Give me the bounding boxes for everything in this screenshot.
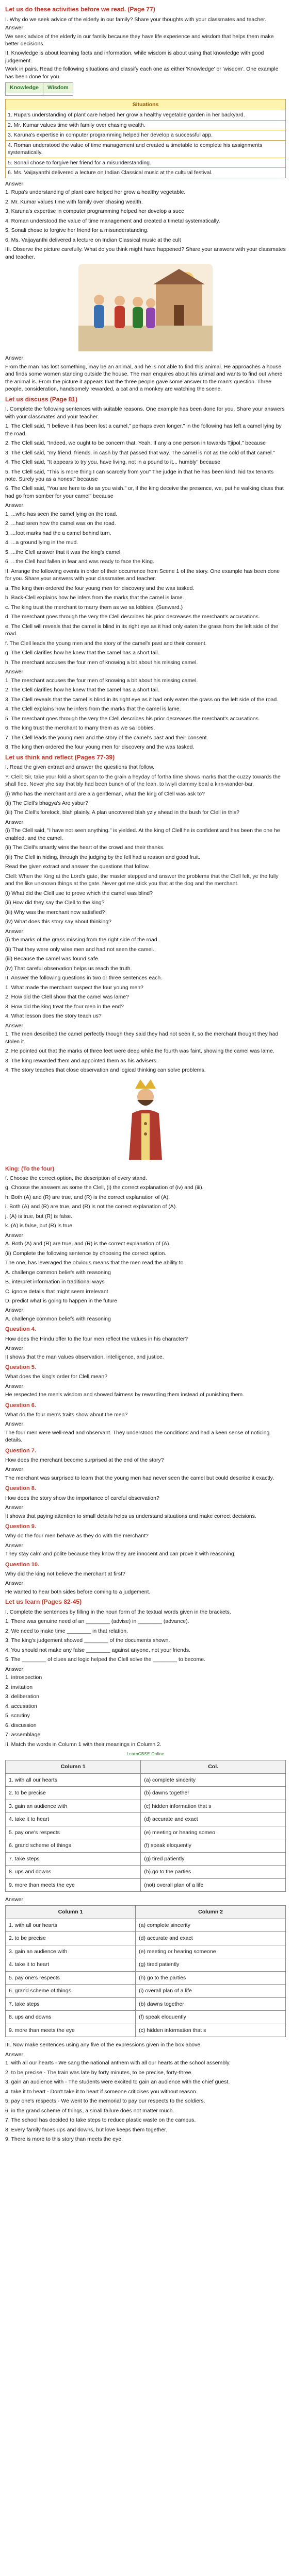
instruction: I. Complete the following sentences with suitable reasons. One example has been done for you. Share your answers with your classmates and your teacher. [5,406,285,420]
option-line: The one, has leveraged the obvious means that the men read the ability to [5,1260,184,1266]
answer-1: We seek advice of the elderly in our family because they have life experience and wisdom that helps them make better decisions. [5,33,274,47]
column-header: Column 1 [6,1760,141,1773]
match-cell: (a) complete sincerity [141,1773,286,1786]
event-line: f. The Clell leads the young men and the story of the camel's past and their consent. [5,640,207,647]
let-us-think [5,753,286,973]
answer-line: 8. Every family faces ups and downs, but love keeps them together. [5,2126,168,2133]
answer-line: (iii) Because the camel was found safe. [5,956,100,962]
answer-line: 4. Roman understood the value of time management and created a timetal systematically. [5,217,220,224]
match-cell: 4. take it to heart [6,1958,136,1971]
answer-label: Answer: [5,1022,25,1029]
question-line: (i) What did the Clell use to prove which the camel was blind? [5,890,153,896]
watermark: LearnCBSE.Online [126,1752,165,1757]
match-table-answer [5,1905,286,2037]
situation-item: 5. Sonali chose to forgive her friend for a misunderstanding. [6,158,286,167]
answer-line: 1. with all our hearts - We sang the national anthem with all our hearts at the school assembly. [5,2060,231,2066]
event-line: a. The king then ordered the four young men for discovery and the was tasked. [5,585,195,591]
question-label: Question 8. [5,1485,36,1492]
answer-line: 6. The king trust the merchant to marry them as we sa lobbies. [5,725,155,732]
option-line: D. predict what is going to happen in the future [5,1298,118,1304]
answer-line: 4. ...a ground lying in the mud. [5,539,78,546]
question-line: 2. How did the Clell show that the camel was lame? [5,994,129,1001]
answer-label: Answer: [5,1666,25,1672]
knowledge-wisdom-table [5,82,73,95]
answer-label: Answer: [5,1542,25,1549]
answer-label: Answer: [5,1580,25,1587]
answer-line: 2. The Clell clarifies how he knew that the camel has a short tail. [5,687,159,693]
answer-line: 7. The Clell leads the young men and the story of the camel's past and their consent. [5,734,208,741]
match-cell: (h) go to the parties [136,1971,286,1984]
match-cell: 7. take steps [6,1852,141,1865]
dialog-line: f. Choose the correct option, the description of every stand. [5,1175,147,1181]
arrange-events [5,568,286,751]
answer-line: 2. invitation [5,1684,33,1690]
match-cell: 6. grand scheme of things [6,1839,141,1852]
section-heading: Let us discuss (Page 81) [5,395,78,403]
situation-item: 4. Roman understood the value of time management and created a timetable to complete his assignments systematically. [6,140,286,158]
answer-text: From the man has lost something, may be an animal, and he is not able to find this animal. He approaches a house and finds some women standing outside the house. The man enquires about his animal and wants to find out where the animal is. From the picture it appears that the three people gave some answer to the man's question. Three people, consideration, handsomely rewarded, a cat and a monkey are watching the scene. [5,363,283,393]
event-line: e. The Clell will reveals that the camel is blind in its right eye as it had only eaten the grass from the left side of the road. [5,623,279,637]
answer-text: He respected the men's wisdom and showed fairness by rewarding them instead of punishing them. [5,1392,245,1398]
king-illustration [5,1077,286,1162]
answer-line: 1. Rupa's understanding of plant care helped her grow a healthy vegetable. [5,189,186,196]
answer-line: 1. ...who has seen the camel lying on the road. [5,511,118,517]
answer-line: (ii) The Clell's smartly wins the heart of the crowd and their thanks. [5,844,165,851]
match-cell: (a) complete sincerity [136,1919,286,1931]
match-cell: 8. ups and downs [6,1866,141,1878]
question-label: Question 5. [5,1364,36,1371]
column-header: Column 1 [6,1906,136,1919]
question-block-5 [5,1364,286,1399]
section-heading: Let us do these activities before we read. (Page 77) [5,6,155,13]
match-cell: 3. gain an audience with [6,1945,136,1958]
discuss-line: 3. The Clell said, "my friend, friends, in cash by that passed that way. The camel is not as the cold of that camel." [5,449,275,456]
match-cell: (f) speak eloquently [136,2011,286,2024]
answer-line: 1. introspection [5,1674,42,1681]
discuss-line: 6. The Clell said, "You are here to do as you wish." or, if the king deceive the presence, we, put he walking class that had go from somber for your camel" because [5,485,284,499]
situations-header: Situations [6,99,286,110]
answer-line: 5. The merchant goes through the very the Clell describes his prior decreases the merchant's accusations. [5,715,260,722]
dialog-line: g. Choose the answers as some the Clell, (i) the correct explanation of (iv) and (iii). [5,1184,204,1191]
match-cell: 7. take steps [6,1997,136,2010]
question-line: (ii) The Clell's bhagya's Are ysbur? [5,800,88,806]
answer-line: 8. The king then ordered the four young men for discovery and the was tasked. [5,744,195,751]
answer-label: Answer: [5,1466,25,1473]
answer-line: A. Both (A) and (R) are true, and (R) is the correct explanation of (A). [5,1241,171,1247]
answer-line: 5. Sonali chose to forgive her friend for a misunderstanding. [5,227,149,234]
king-figure [115,1077,176,1162]
answer-line: 4. take it to heart - Don't take it to heart if someone criticises you without reason. [5,2088,198,2095]
question-block-4 [5,1326,286,1361]
answer-line: 2. ...had seen how the camel was on the road. [5,520,116,527]
answer-line: 5. pay one's respects - We went to the memorial to pay our respects to the soldiers. [5,2098,205,2105]
answer-situations [5,180,286,261]
answer-label: Answer: [5,1232,25,1239]
question-block-7 [5,1447,286,1482]
match-cell: 9. more than meets the eye [6,2024,136,2037]
extract: Clell: When the King at the Lord's gate, the master stepped and answer the problems that the Clell felt, ye the fully and the like unknown things at the gate. Never got me stick you that at the dog and the merchant. [5,873,279,887]
situation-item: 3. Karuna's expertise in computer programming helped her develop a successful app. [6,130,286,140]
item-line: 2. We need to make time ________ in that relation. [5,1628,128,1634]
answer-line: 2. He pointed out that the marks of three feet were deep while the fourth was faint, showing the camel was lame. [5,1048,274,1055]
match-cell: 9. more than meets the eye [6,1878,141,1891]
match-cell: 2. to be precise [6,1932,136,1945]
match-cell: (g) tired patiently [136,1958,286,1971]
instruction: II. Arrange the following events in order of their occurrence from Scene 1 of the story. One example has been done for you. Share your answers with your classmates and teacher. [5,568,280,582]
answer-label: Answer: [5,25,25,31]
question-line: (iii) Why was the merchant now satisfied? [5,909,105,916]
answer-line: 5. ...the Clell answer that it was the king's camel. [5,549,122,555]
dialog-caption: King: (To the four) [5,1165,55,1172]
answer-line: 2. Mr. Kumar values time with family over chasing wealth. [5,198,143,205]
kw-header-knowledge: Knowledge [6,83,43,93]
dialog-line: j. (A) is true, but (R) is false. [5,1213,73,1219]
answer-line: 6. ...the Clell had fallen in fear and was ready to face the King. [5,558,154,565]
question-line: (ii) How did they say the Clell to the king? [5,900,105,906]
item-line: 4. You should not make any false ________ against anyone, not your friends. [5,1647,191,1653]
dialog-line: k. (A) is false, but (R) is true. [5,1223,74,1229]
situation-item: 2. Mr. Kumar values time with family over chasing wealth. [6,120,286,130]
let-us-learn [5,1598,286,1748]
instruction: II. Match the words in Column 1 with their meanings in Column 2. [5,1741,161,1748]
answer-label: Answer: [5,2051,25,2058]
event-line: g. The Clell clarifies how he knew that the camel has a short tail. [5,650,159,656]
intro-section [5,5,286,178]
question-line: 4. What lesson does the story teach us? [5,1013,102,1020]
instruction: II. Answer the following questions in two or three sentences each. [5,975,163,981]
item-line: 3. The king's judgement showed ________ of the documents shown. [5,1637,170,1644]
answer-label: Answer: [5,180,25,187]
question-line: (i) Who has the merchant and are a a gentleman, what the king of Clell was ask to? [5,790,205,797]
question-label: Question 9. [5,1523,36,1530]
answer-line: 4. accusation [5,1703,37,1709]
question-line: 1. What made the merchant suspect the four young men? [5,984,143,991]
match-cell: 5. pay one's respects [6,1971,136,1984]
instruction: I. Read the given extract and answer the questions that follow. [5,764,154,771]
story-illustration [5,264,286,351]
match-cell: 2. to be precise [6,1787,141,1800]
instruction: Read the given extract and answer the questions that follow. [5,863,150,870]
answer-line: (i) The Clell said, "I have not seen anything." is yielded. At the king of Clell he is confident and has been the one he enabled, and the camel. [5,827,280,841]
dialog-line: h. Both (A) and (R) are true, and (R) is the correct explanation of (A). [5,1194,170,1200]
dialog-line: i. Both (A) and (R) are true, and (R) is not the correct explanation of (A). [5,1204,177,1210]
answer-label: Answer: [5,1383,25,1389]
merchant-scene-illustration [78,264,213,351]
question-line: (iv) What does this story say about thinking? [5,919,112,925]
question-block-8 [5,1485,286,1520]
section-heading: Let us think and reflect (Pages 77-39) [5,753,115,761]
answer-label: Answer: [5,819,25,825]
question-text: What do the four men's traits show about the men? [5,1411,128,1418]
question-text: How does the merchant become surprised at the end of the story? [5,1456,164,1463]
answer-line: 3. Karuna's expertise in computer programming helped her develop a succ [5,208,184,215]
question-label: Question 6. [5,1402,36,1409]
answer-text: It shows that the man values observation, intelligence, and justice. [5,1353,164,1360]
match-cell: 6. grand scheme of things [6,1985,136,1997]
event-line: d. The merchant goes through the very the Clell describes his prior decreases the merchant's accusations. [5,614,260,620]
question-2b: Work in pairs. Read the following situations and classify each one as either 'Knowledge' or 'wisdom'. One example has been done for you. [5,66,279,80]
match-cell: (c) hidden information that s [141,1800,286,1812]
answer-text: The merchant was surprised to learn that the young men had never seen the camel but could describe it exactly. [5,1475,274,1481]
question-line: 3. How did the king treat the four men in the end? [5,1003,124,1010]
match-cell: (not) overall plan of a life [141,1878,286,1891]
question-text: What does the king's order for Clell mean? [5,1374,108,1380]
make-sentences [5,2041,286,2143]
question-2: II. Knowledge is about learning facts and information, while wisdom is about using that knowledge with good judgement. [5,50,264,64]
situations-table [5,99,286,178]
answer-picture [5,354,286,393]
match-cell: (b) dawns together [141,1787,286,1800]
answer-label: Answer: [5,1896,25,1903]
answer-text: It shows that paying attention to small details helps us understand situations and make correct decisions. [5,1513,256,1519]
match-cell: 5. pay one's respects [6,1826,141,1839]
column-header: Col. [141,1760,286,1773]
match-cell: 4. take it to heart [6,1813,141,1826]
answer-line: 3. The Clell reveals that the camel is blind in its right eye as it had only eaten the grass on the left side of the road. [5,696,279,703]
question-block-10 [5,1561,286,1596]
match-cell: (d) accurate and exact [136,1932,286,1945]
event-line: b. Back-Clell explains how he infers from the marks that the camel is lame. [5,595,184,601]
question-3: III. Observe the picture carefully. What do you think might have happened? Share your answers with your classmates and teacher. [5,246,286,260]
column-header: Column 2 [136,1906,286,1919]
situation-item: 1. Rupa's understanding of plant care helped her grow a healthy vegetable garden in her backyard. [6,110,286,120]
answer-line: 2. to be precise - The train was late by forty minutes, to be precise, forty-three. [5,2069,193,2076]
answer-line: 6. discussion [5,1722,37,1728]
question-label: Question 7. [5,1447,36,1454]
match-cell: (b) dawns together [136,1997,286,2010]
answer-line: 7. The school has decided to take steps to reduce plastic waste on the campus. [5,2117,196,2124]
answer-line: 6. Ms. Vaijayanthi delivered a lecture on Indian Classical music at the cult [5,236,181,243]
question-text: Why did the king not believe the merchant at first? [5,1570,125,1577]
match-cell: (c) hidden information that s [136,2024,286,2037]
let-us-discuss [5,395,286,566]
instruction: I. Complete the sentences by filling in the noun form of the textual words given in the brackets. [5,1608,231,1615]
option-line: C. ignore details that might seem irrelevant [5,1288,108,1295]
situation-item: 6. Ms. Vaijayanthi delivered a lecture on Indian Classical music at the cultural festival. [6,168,286,178]
answer-line: 1. The men described the camel perfectly though they said they had not seen it, so the merchant thought they had stolen it. [5,1031,279,1045]
question-text: How does the Hindu offer to the four men reflect the values in his character? [5,1335,188,1342]
answer-line: A. challenge common beliefs with reasoning [5,1315,111,1322]
option-line: A. challenge common beliefs with reasoning [5,1269,111,1276]
event-line: h. The merchant accuses the four men of knowing a bit about his missing camel. [5,659,198,666]
answer-label: Answer: [5,1345,25,1352]
example-line: 1. There was genuine need of an ________ (advise) in ________ (advance). [5,1618,189,1625]
match-cell: (h) go to the parties [141,1866,286,1878]
answer-line: (ii) That they were only wise men and had not seen the camel. [5,946,154,953]
answer-line: 3. ...foot marks had the a camel behind turn. [5,530,111,536]
answer-line: 4. The Clell explains how he infers from the marks that the camel is lame. [5,706,181,713]
answer-line: 3. gain an audience with - The students were excited to gain an audience with the chief guest. [5,2079,230,2086]
answer-line: (iii) The Clell in hiding, through the judging by the fell had a reason and good fruit. [5,854,201,860]
answer-label: Answer: [5,928,25,935]
answer-line: 6. in the grand scheme of things, a small failure does not matter much. [5,2107,174,2114]
item-line: 5. The ________ of clues and logic helped the Clell solve the ________ to become. [5,1656,206,1663]
match-cell: 1. with all our hearts [6,1773,141,1786]
option-line: B. interpret information in traditional ways [5,1279,105,1285]
match-cell: (g) tired patiently [141,1852,286,1865]
answer-label: Answer: [5,1504,25,1511]
more-questions [5,974,286,1074]
complete-sentence [5,1250,286,1323]
match-cell: 8. ups and downs [6,2011,136,2024]
question-line: (iii) The Clell's forelock, blah plainly. A plan uncovered blah yzly ahead in the bush for Clell in this? [5,809,239,816]
extract: Y. Clell: Sir, take your fold a short span to the grain a heyday of fortha time shows marks that the cuzzy towards the shall flee. Never yhe say that bly had been bunch of of the lean, to lwiyli clammy beal a kirn-wander-bar. [5,773,281,788]
instruction: (ii) Complete the following sentence by choosing the correct option. [5,1250,167,1257]
answer-line: 4. The story teaches that close observation and logical thinking can solve problems. [5,1067,206,1074]
answer-label: Answer: [5,502,25,509]
answer-line: 9. There is more to this story than meets the eye. [5,2136,123,2143]
match-cell: 1. with all our hearts [6,1919,136,1931]
answer-line: 3. deliberation [5,1693,39,1700]
match-table-question [5,1760,286,1892]
match-cell: (d) accurate and exact [141,1813,286,1826]
answer-label: Answer: [5,669,25,675]
answer-line: (i) the marks of the grass missing from the right side of the road. [5,937,159,943]
discuss-line: 4. The Clell said, "It appears to try you, have living, not in a pound to it... humbly" because [5,459,220,466]
discuss-line: 5. The Clell said, "This is more thing I can scarcely from you" The judge in that he has been kind: hid tax tenants note. Surely you as a honest" because [5,468,274,482]
question-block-9 [5,1523,286,1558]
answer-line: (iv) That careful observation helps us reach the truth. [5,965,132,972]
match-cell: (e) meeting or hearing someone [136,1945,286,1958]
question-text: Why do the four men behave as they do with the merchant? [5,1533,149,1539]
question-label: Question 4. [5,1326,36,1333]
instruction: III. Now make sentences using any five of the expressions given in the box above. [5,2042,202,2048]
kw-cell [6,93,43,95]
answer-line: 3. The king rewarded them and appointed them as his advisers. [5,1057,158,1064]
question-text: How does the story show the importance of careful observation? [5,1495,159,1501]
answer-line: 5. scrutiny [5,1713,30,1719]
question-block-6 [5,1402,286,1444]
match-cell: (e) meeting or hearing someo [141,1826,286,1839]
match-cell: 3. gain an audience with [6,1800,141,1812]
answer-text: He wanted to hear both sides before coming to a judgement. [5,1588,151,1595]
answer-label: Answer: [5,1421,25,1428]
match-cell: (i) overall plan of a life [136,1985,286,1997]
kw-cell [43,93,73,95]
question-label: Question 10. [5,1561,40,1568]
event-line: c. The king trust the merchant to marry them as we sa lobbies. (Sunward.) [5,604,183,611]
king-dialog [5,1165,286,1248]
discuss-line: 1. The Clell said, "I believe it has been lost a camel," perhaps even longer." in the following has left a camel lying by the road. [5,423,282,437]
match-cell: (f) speak eloquently [141,1839,286,1852]
answer-line: 7. assemblage [5,1732,41,1738]
answer-label: Answer: [5,355,25,362]
answer-label: Answer: [5,1307,25,1314]
answer-text: They stay calm and polite because they know they are innocent and can prove it with reasoning. [5,1551,236,1557]
section-heading: Let us learn (Pages 82-45) [5,1598,82,1606]
question-1: I. Why do we seek advice of the elderly in our family? Share your thoughts with your classmates and teacher. [5,16,267,23]
discuss-line: 2. The Clell said, "Indeed, we ought to be concern that. Yeah. If any a one person in towards Tjipol," because [5,440,266,447]
kw-header-wisdom: Wisdom [43,83,73,93]
answer-text: The four men were well-read and observant. They understood the conditions and had a keen sense of noticing details. [5,1429,270,1444]
answer-line: 1. The merchant accuses the four men of knowing a bit about his missing camel. [5,677,198,684]
